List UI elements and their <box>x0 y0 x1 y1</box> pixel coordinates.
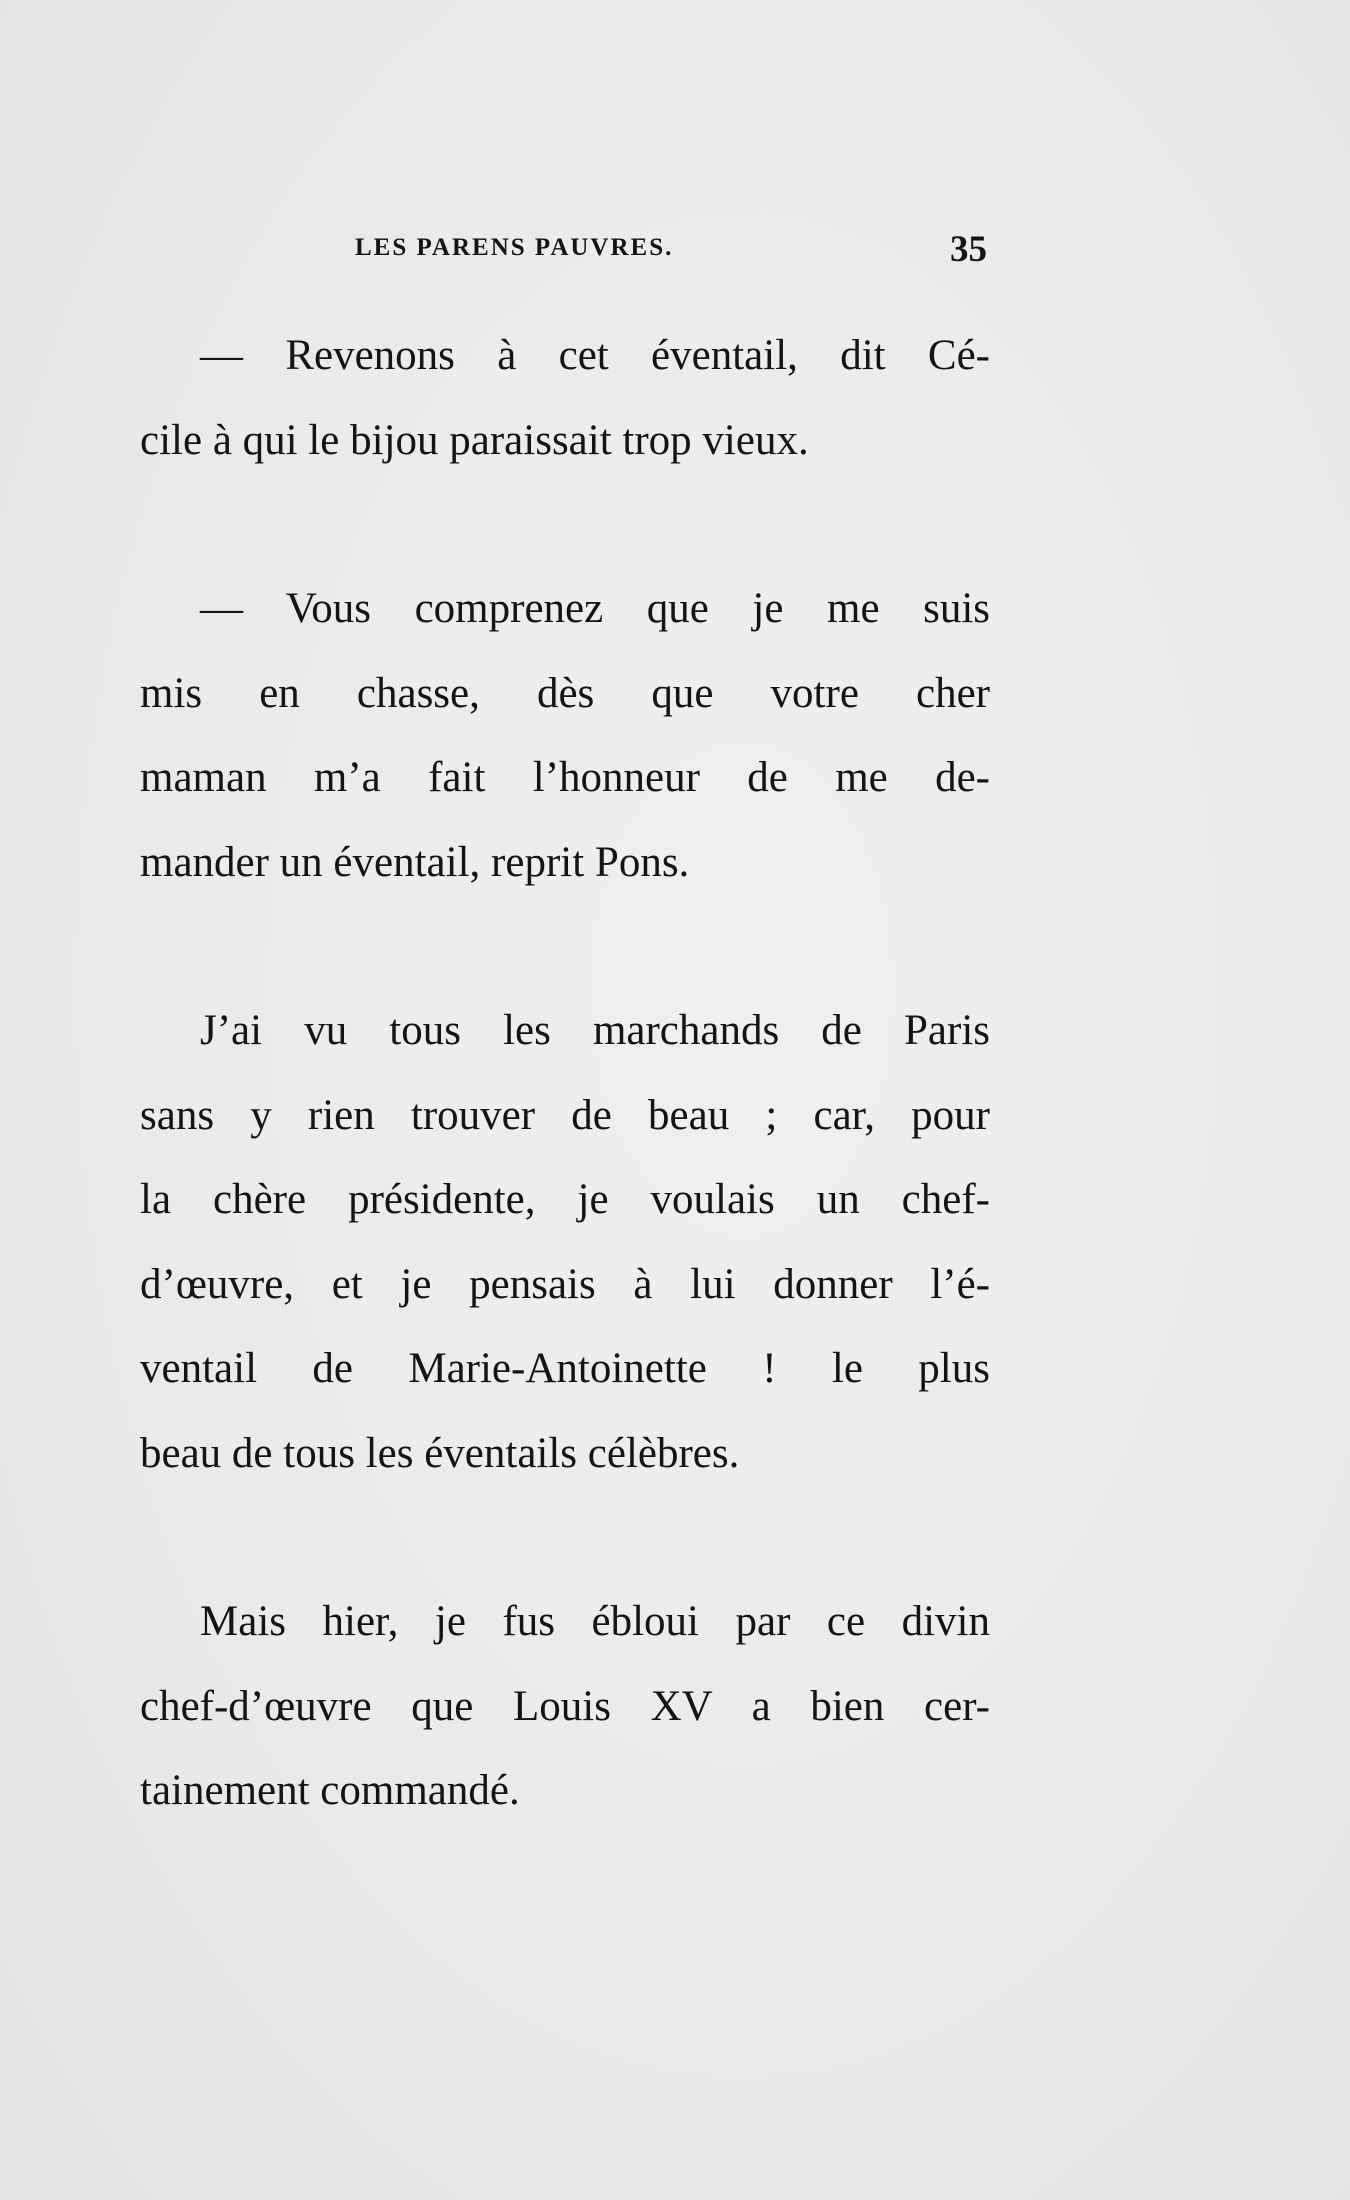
text-line: beau de tous les éventails célèbres. <box>140 1429 740 1477</box>
text-line: maman m’a fait l’honneur de me de- <box>140 754 990 801</box>
text-line: tainement commandé. <box>140 1767 520 1814</box>
running-head-title: LES PARENS PAUVRES. <box>355 234 674 261</box>
paragraph-2 <box>140 567 990 905</box>
text-line: — Revenons à cet éventail, dit Cé- <box>200 332 990 379</box>
text-line: la chère présidente, je voulais un chef- <box>140 1176 990 1223</box>
paragraph-4 <box>140 1580 990 1834</box>
text-line: d’œuvre, et je pensais à lui donner l’é- <box>140 1260 990 1308</box>
text-line: mander un éventail, reprit Pons. <box>140 838 690 886</box>
text-line: J’ai vu tous les marchands de Paris <box>200 1007 990 1054</box>
page-number: 35 <box>950 229 987 270</box>
body-text <box>140 314 990 1834</box>
text-line: cile à qui le bijou paraissait trop vieux. <box>140 416 809 464</box>
running-head <box>355 229 987 274</box>
text-line: sans y rien trouver de beau ; car, pour <box>140 1091 990 1139</box>
text-line: chef-d’œuvre que Louis XV a bien cer- <box>140 1682 990 1730</box>
text-line: — Vous comprenez que je me suis <box>200 585 990 632</box>
text-line: mis en chasse, dès que votre cher <box>140 669 990 717</box>
paragraph-1 <box>140 314 990 483</box>
text-line: ventail de Marie-Antoinette ! le plus <box>140 1345 990 1392</box>
text-line: Mais hier, je fus ébloui par ce divin <box>200 1598 990 1645</box>
paragraph-3 <box>140 989 990 1496</box>
